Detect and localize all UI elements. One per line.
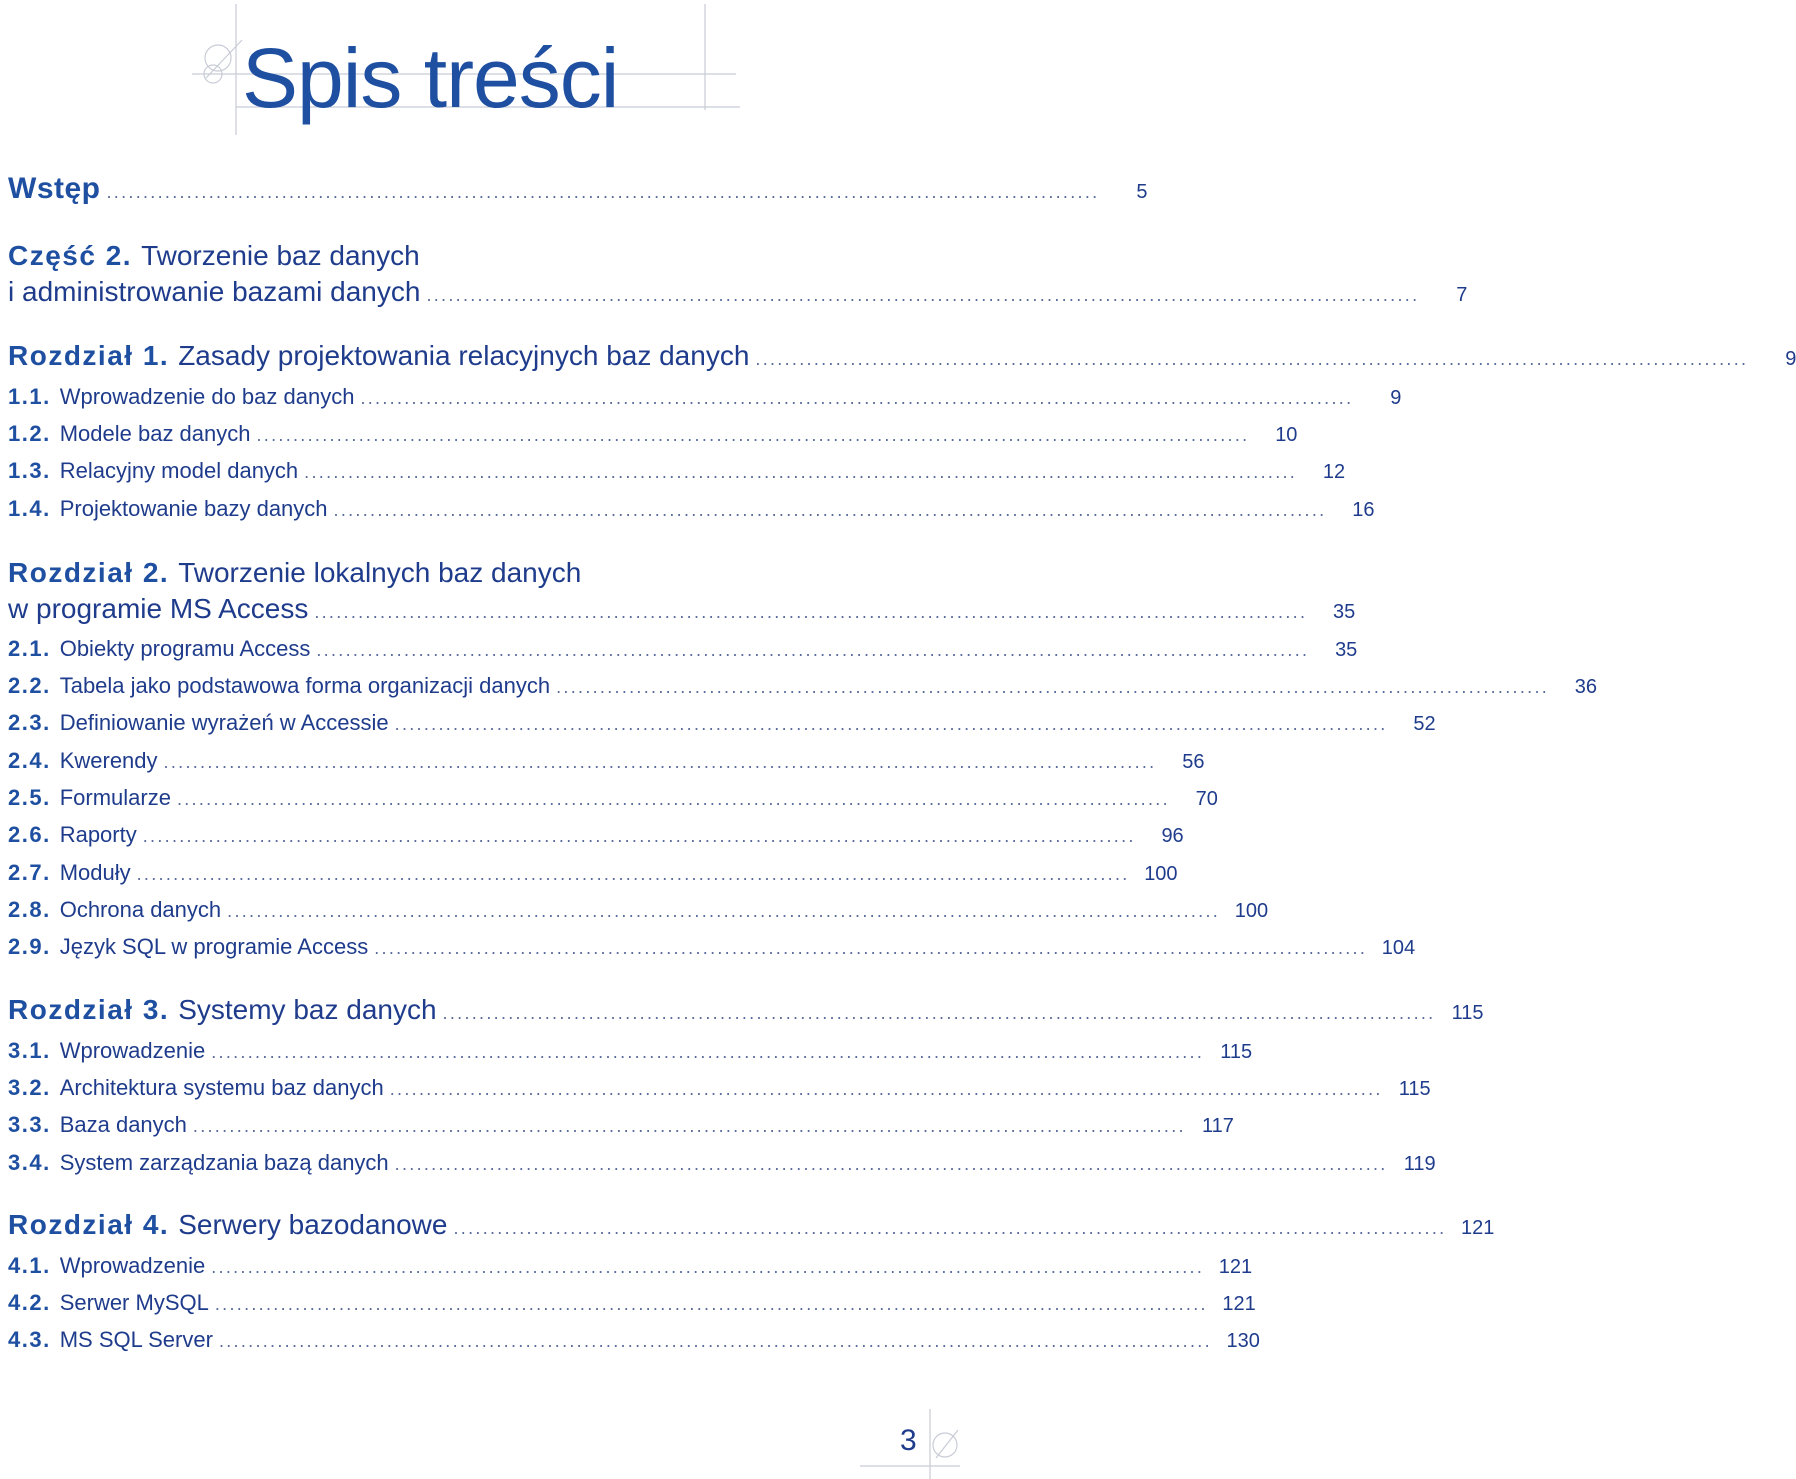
dot-leader: ........................................................................................................................................ (333, 500, 1327, 520)
dot-leader: ........................................................................................................................................ (316, 640, 1310, 660)
section-title: Projektowanie bazy danych (59, 496, 328, 521)
chapter-title-line1: Tworzenie lokalnych baz danych (178, 557, 582, 588)
toc-entry-section[interactable] (8, 748, 1205, 776)
toc-entry-section[interactable] (8, 860, 1178, 888)
dot-leader: ........................................................................................................................................ (426, 285, 1420, 305)
page-number: 7 (1456, 284, 1468, 306)
section-number: 3.3. (8, 1112, 51, 1137)
section-number: 3.2. (8, 1075, 51, 1100)
chapter-title: Zasady projektowania relacyjnych baz danych (178, 340, 750, 371)
dot-leader: ........................................................................................................................................ (211, 1042, 1205, 1062)
page-number: 70 (1195, 788, 1218, 810)
page-title: Spis treści (242, 31, 619, 125)
dot-leader: ........................................................................................................................................ (314, 602, 1308, 622)
dot-leader: ........................................................................................................................................ (214, 1294, 1208, 1314)
toc-chapter-heading (8, 557, 581, 589)
page-number: 36 (1574, 676, 1598, 698)
page-number: 115 (1220, 1041, 1253, 1063)
toc-entry-section[interactable] (8, 1253, 1253, 1281)
page-number: 115 (1451, 1002, 1484, 1024)
toc-entry-section[interactable] (8, 636, 1358, 664)
section-number: 2.1. (8, 636, 51, 661)
page-number: 52 (1413, 713, 1436, 735)
section-number: 2.7. (8, 860, 51, 885)
toc-entry-section[interactable] (8, 421, 1298, 449)
page-number: 56 (1182, 751, 1205, 773)
section-title: Wprowadzenie (59, 1253, 206, 1278)
dot-leader: ........................................................................................................................................ (176, 789, 1170, 809)
section-number: 2.6. (8, 822, 51, 847)
dot-leader: ........................................................................................................................................ (304, 462, 1298, 482)
page-number: 121 (1222, 1293, 1256, 1315)
dot-leader: ........................................................................................................................................ (142, 826, 1136, 846)
toc-entry-section[interactable] (8, 673, 1598, 701)
page-number: 96 (1161, 825, 1184, 847)
page-number: 5 (1136, 181, 1148, 203)
section-title: Modele baz danych (59, 421, 251, 446)
toc-entry-intro[interactable] (8, 172, 1148, 208)
dot-leader: ........................................................................................................................................ (256, 425, 1250, 445)
section-number: 3.1. (8, 1038, 51, 1063)
page-number: 115 (1398, 1078, 1431, 1100)
section-number: 1.4. (8, 496, 51, 521)
toc-entry-section[interactable] (8, 785, 1218, 813)
section-number: 2.8. (8, 897, 51, 922)
dot-leader: ........................................................................................................................................ (360, 388, 1354, 408)
toc-entry-section[interactable] (8, 934, 1416, 962)
section-number: 4.1. (8, 1253, 51, 1278)
entry-title: Wstęp (8, 172, 101, 205)
dot-leader: ........................................................................................................................................ (227, 901, 1221, 921)
dot-leader: ........................................................................................................................................ (136, 864, 1130, 884)
section-title: Wprowadzenie (59, 1038, 206, 1063)
chapter-number: Rozdział 1. (8, 340, 170, 371)
part-number: Część 2. (8, 240, 133, 271)
dot-leader: ........................................................................................................................................ (556, 677, 1550, 697)
section-number: 1.1. (8, 384, 51, 409)
section-title: Architektura systemu baz danych (59, 1075, 384, 1100)
page-number: 10 (1275, 424, 1298, 446)
section-number: 1.2. (8, 421, 51, 446)
toc-entry-chapter4[interactable] (8, 1209, 1495, 1245)
footer-page-number: 3 (900, 1424, 917, 1457)
section-number: 2.5. (8, 785, 51, 810)
section-number: 2.2. (8, 673, 51, 698)
page-number: 9 (1390, 387, 1402, 409)
toc-entry-section[interactable] (8, 710, 1436, 738)
section-title: Formularze (59, 785, 171, 810)
section-number: 2.3. (8, 710, 51, 735)
page-number: 130 (1226, 1330, 1260, 1352)
section-title: Relacyjny model danych (59, 458, 299, 483)
section-number: 3.4. (8, 1150, 51, 1175)
section-number: 2.9. (8, 934, 51, 959)
chapter-title-line2: w programie MS Access (8, 593, 309, 624)
page-number: 104 (1381, 937, 1416, 959)
toc-entry-section[interactable] (8, 384, 1402, 412)
toc-entry-section[interactable] (8, 1075, 1431, 1103)
section-title: System zarządzania bazą danych (59, 1150, 389, 1175)
part-title-line2: i administrowanie bazami danych (8, 276, 421, 307)
toc-entry-section[interactable] (8, 458, 1346, 486)
section-number: 4.3. (8, 1327, 51, 1352)
dot-leader: ........................................................................................................................................ (394, 714, 1388, 734)
page-number: 117 (1201, 1115, 1234, 1137)
toc-entry-section[interactable] (8, 496, 1375, 524)
page-number: 121 (1218, 1256, 1253, 1278)
section-number: 2.4. (8, 748, 51, 773)
dot-leader: ........................................................................................................................................ (163, 752, 1157, 772)
part-title-line1: Tworzenie baz danych (141, 240, 420, 271)
section-title: Obiekty programu Access (59, 636, 311, 661)
section-number: 1.3. (8, 458, 51, 483)
section-number: 4.2. (8, 1290, 51, 1315)
page-number: 119 (1403, 1153, 1436, 1175)
section-title: Ochrona danych (59, 897, 222, 922)
toc-entry-chapter2[interactable] (8, 593, 1356, 629)
section-title: Kwerendy (59, 748, 158, 773)
chapter-number: Rozdział 4. (8, 1209, 170, 1240)
dot-leader: ........................................................................................................................................ (374, 938, 1368, 958)
section-title: Definiowanie wyrażeń w Accessie (59, 710, 389, 735)
toc-entry-section[interactable] (8, 897, 1269, 925)
toc-entry-section[interactable] (8, 1327, 1260, 1355)
dot-leader: ........................................................................................................................................ (106, 182, 1100, 202)
page-number: 35 (1333, 601, 1356, 623)
toc-entry-section[interactable] (8, 1150, 1436, 1178)
toc-entry-section[interactable] (8, 1112, 1234, 1140)
toc-entry-chapter1[interactable] (8, 340, 1796, 376)
dot-leader: ........................................................................................................................................ (211, 1257, 1205, 1277)
chapter-number: Rozdział 2. (8, 557, 170, 588)
section-title: Tabela jako podstawowa forma organizacji danych (59, 673, 551, 698)
chapter-title: Serwery bazodanowe (178, 1209, 448, 1240)
section-title: Wprowadzenie do baz danych (59, 384, 355, 409)
section-title: Język SQL w programie Access (59, 934, 369, 959)
section-title: Raporty (59, 822, 137, 847)
section-title: Baza danych (59, 1112, 187, 1137)
page-number: 16 (1352, 499, 1375, 521)
toc-entry-section[interactable] (8, 1290, 1256, 1318)
dot-leader: ........................................................................................................................................ (442, 1003, 1436, 1023)
dot-leader: ........................................................................................................................................ (192, 1116, 1186, 1136)
page-number: 9 (1785, 348, 1796, 370)
dot-leader: ........................................................................................................................................ (755, 349, 1749, 369)
dot-leader: ........................................................................................................................................ (394, 1154, 1388, 1174)
chapter-number: Rozdział 3. (8, 994, 170, 1025)
section-title: Serwer MySQL (59, 1290, 209, 1315)
dot-leader: ........................................................................................................................................ (218, 1331, 1212, 1351)
toc-entry-section[interactable] (8, 822, 1184, 850)
page-number: 12 (1322, 461, 1346, 483)
page-number: 100 (1144, 863, 1178, 885)
toc-entry-part2[interactable] (8, 276, 1468, 312)
toc-entry-chapter3[interactable] (8, 994, 1484, 1030)
page-number: 35 (1335, 639, 1358, 661)
section-title: Moduły (59, 860, 131, 885)
toc-part-heading (8, 240, 420, 272)
dot-leader: ........................................................................................................................................ (453, 1218, 1447, 1238)
toc-entry-section[interactable] (8, 1038, 1253, 1066)
page-number: 121 (1461, 1217, 1495, 1239)
dot-leader: ........................................................................................................................................ (389, 1079, 1383, 1099)
page-number: 100 (1234, 900, 1269, 922)
chapter-title: Systemy baz danych (178, 994, 437, 1025)
section-title: MS SQL Server (59, 1327, 213, 1352)
